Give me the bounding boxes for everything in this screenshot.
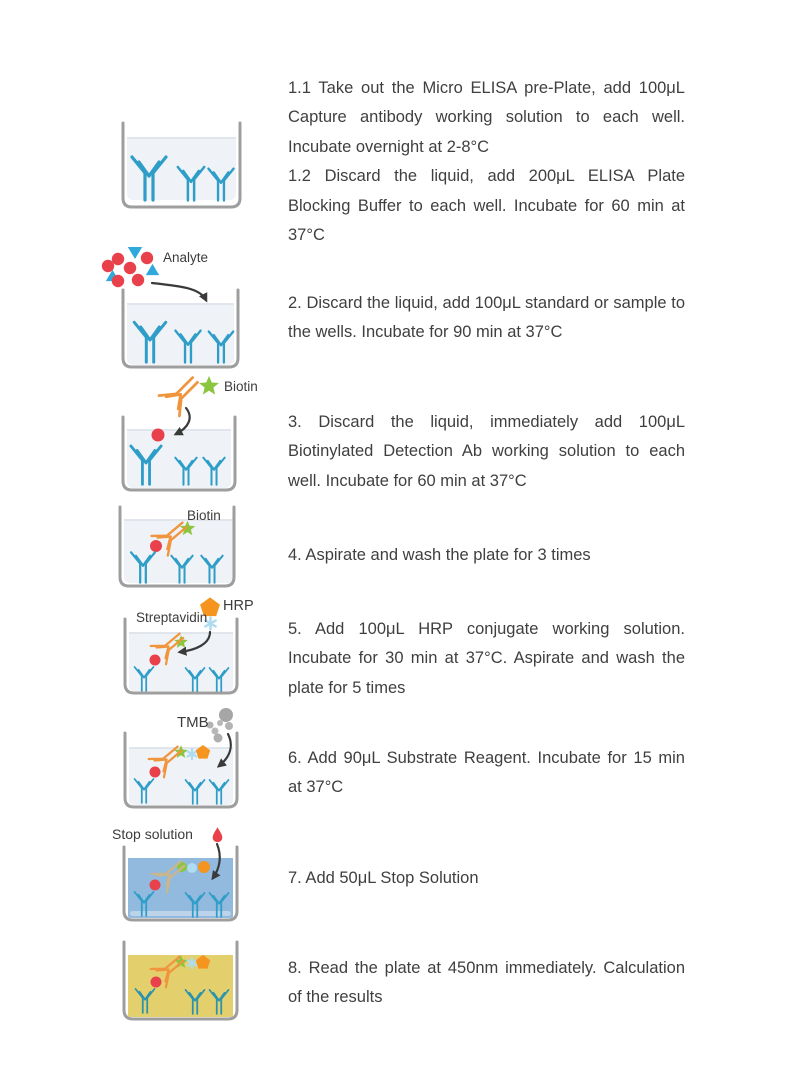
step5-paragraph: 5. Add 100μL HRP conjugate working solution. Incubate for 30 min at 37°C. Aspirate and wash the plate for 5 times <box>288 620 685 697</box>
step6-instructions <box>288 744 685 803</box>
analyte-dot-icon <box>150 767 161 778</box>
streptavidin-label: Streptavidin <box>136 610 208 625</box>
stop-drop-icon <box>213 827 223 842</box>
step3-instructions <box>288 408 685 496</box>
analyte-dot-icon <box>151 977 162 988</box>
step1-instructions <box>288 74 685 250</box>
step1-paragraph-1: 1.1 Take out the Micro ELISA pre-Plate, add 100μL Capture antibody working solution to each well. Incubate overnight at 2-8°C <box>288 79 685 156</box>
step3-paragraph: 3. Discard the liquid, immediately add 100μL Biotinylated Detection Ab working solution to each well. Incubate for 60 min at 37°C <box>288 413 685 490</box>
analyte-dot-icon <box>150 655 161 666</box>
streptavidin-dot-icon <box>187 863 197 873</box>
detection-antibody-icon <box>159 372 205 416</box>
step4-instructions <box>288 541 685 570</box>
analyte-dot-icon <box>152 429 165 442</box>
step7-instructions <box>288 864 685 893</box>
analyte-dot-icon <box>150 540 162 552</box>
step5-instructions <box>288 615 685 703</box>
step4-paragraph: 4. Aspirate and wash the plate for 3 times <box>288 546 591 564</box>
biotin-label: Biotin <box>224 379 258 394</box>
step2-instructions <box>288 289 685 348</box>
step8-paragraph: 8. Read the plate at 450nm immediately. Calculation of the results <box>288 959 685 1007</box>
step6-paragraph: 6. Add 90μL Substrate Reagent. Incubate for 15 min at 37°C <box>288 749 685 797</box>
tmb-label: TMB <box>177 714 209 731</box>
step8-read-plate-illustration <box>108 935 270 1027</box>
well-bottom-highlight <box>130 911 231 916</box>
step1-paragraph-2: 1.2 Discard the liquid, add 200μL ELISA Plate Blocking Buffer to each well. Incubate for 60 min at 37°C <box>288 167 685 245</box>
biotin-star-icon <box>199 376 219 395</box>
analyte-dot-icon <box>150 880 161 891</box>
hrp-dot-icon <box>198 861 210 873</box>
hrp-label: HRP <box>223 598 254 614</box>
biotin-bound-label: Biotin <box>187 508 221 523</box>
step1-coated-well-illustration <box>116 116 248 212</box>
step4-wash-illustration <box>113 500 257 592</box>
step2-paragraph: 2. Discard the liquid, add 100μL standard or sample to the wells. Incubate for 90 min at 37°C <box>288 294 685 342</box>
analyte-cluster-icon <box>102 247 159 287</box>
analyte-label: Analyte <box>163 250 209 265</box>
step8-instructions <box>288 954 685 1013</box>
stop-solution-label: Stop solution <box>112 826 193 842</box>
step7-paragraph: 7. Add 50μL Stop Solution <box>288 869 479 887</box>
arrow-icon <box>152 283 206 300</box>
